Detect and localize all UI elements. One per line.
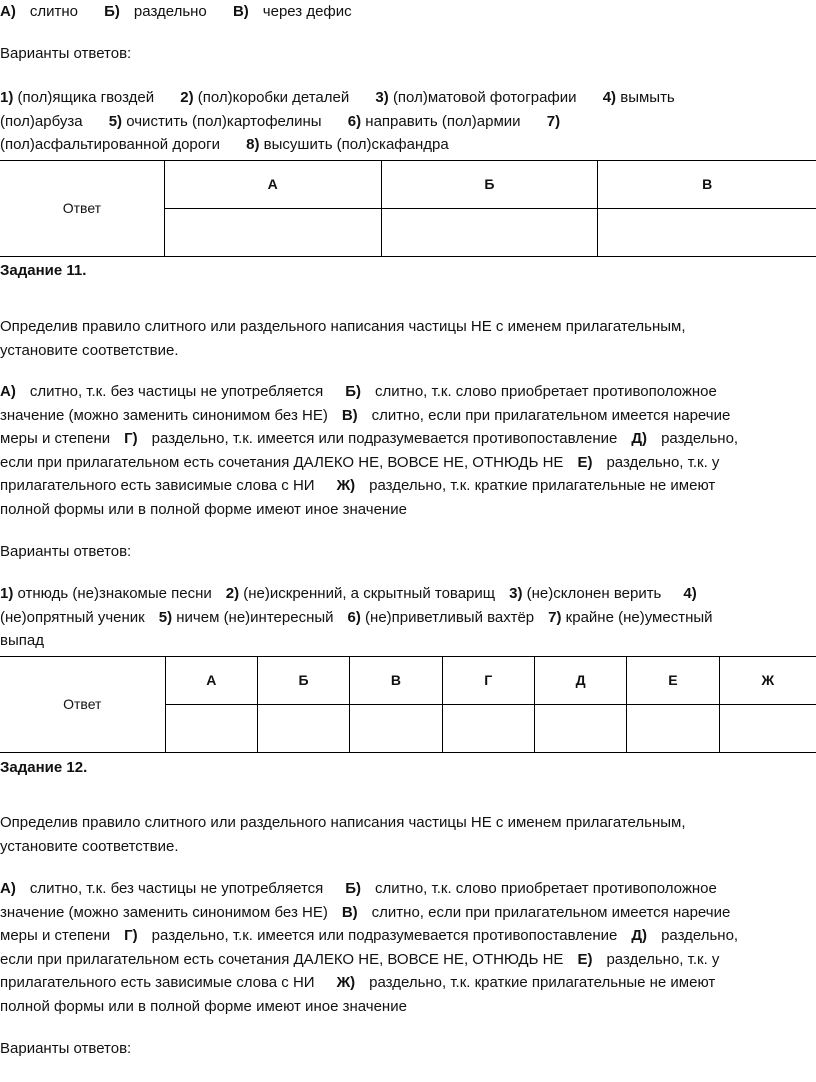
list-item: (пол)ящика гвоздей: [17, 89, 155, 106]
answer-cell[interactable]: [627, 705, 719, 753]
table-header: Е: [627, 657, 719, 705]
list-item: (пол)арбуза: [0, 112, 83, 130]
list-item: (пол)асфальтированной дороги: [0, 136, 220, 153]
list-item: (пол)коробки деталей: [197, 89, 350, 106]
table-header: В: [350, 657, 442, 705]
task12-title: Задание 12.: [0, 759, 88, 776]
list-item: крайне (не)уместный: [565, 608, 713, 626]
list-item: высушить (пол)скафандра: [263, 136, 449, 153]
table-header: А: [165, 657, 257, 705]
answer-label: Ответ: [0, 657, 165, 753]
table-header: Д: [534, 657, 626, 705]
list-item: отнюдь (не)знакомые песни: [17, 585, 212, 602]
table-header: Б: [381, 161, 598, 209]
answer-cell[interactable]: [165, 705, 257, 753]
list-item: (не)склонен верить: [526, 585, 662, 602]
answer-cell[interactable]: [534, 705, 626, 753]
answer-cell[interactable]: [442, 705, 534, 753]
list-item: очистить (пол)картофелины: [126, 112, 322, 130]
top-options-line: [0, 0, 808, 24]
table-header: Б: [257, 657, 349, 705]
task12-instruction: Определив правило слитного или раздельного написания частицы НЕ с именем прилагательным, установите соответствие.: [0, 814, 686, 855]
task11-variants-label: Варианты ответов:: [0, 543, 132, 560]
option-letter: Б): [104, 3, 120, 20]
list-item: вымыть: [620, 89, 675, 106]
option-letter: А): [0, 3, 16, 20]
list-item: (не)искренний, а скрытный товарищ: [243, 585, 496, 602]
answer-cell[interactable]: [350, 705, 442, 753]
list-item: (пол)матовой фотографии: [392, 89, 577, 106]
answer-cell[interactable]: [164, 209, 381, 257]
list-item: (не)приветливый вахтёр: [365, 608, 535, 626]
list-item: направить (пол)армии: [365, 112, 521, 130]
option-letter: В): [232, 3, 249, 20]
task11-instruction: Определив правило слитного или раздельного написания частицы НЕ с именем прилагательным, установите соответствие.: [0, 318, 686, 359]
answer-cell[interactable]: [719, 705, 816, 753]
task11-rules: А) слитно, т.к. без частицы не употребляется Б) слитно, т.к. слово приобретает противоположное значение (можно заменить синонимом без НЕ) В) слитно, если при прилагательном имеется наречие меры и степени Г) раздельно, т.к. имеется или подразумевается противопоставление Д) раздельно, если при прилагательном есть сочетания ДАЛЕКО НЕ, ВОВСЕ НЕ, ОТНЮДЬ НЕ Е) раздельно, т.к. у прилагательного есть зависимые слова с НИ Ж) раздельно, т.к. краткие прилагательные не имеют полной формы или в полной форме имеют иное значение: [0, 383, 739, 518]
task11-title: Задание 11.: [0, 262, 87, 279]
list-item: (не)опрятный ученик: [0, 608, 145, 626]
option-text: раздельно: [133, 3, 207, 20]
table-header: Г: [442, 657, 534, 705]
answer-table-2: [0, 656, 816, 753]
answer-cell[interactable]: [257, 705, 349, 753]
variants-label: Варианты ответов:: [0, 45, 132, 62]
task10-items: 1) (пол)ящика гвоздей 2) (пол)коробки деталей 3) (пол)матовой фотографии 4) вымыть (пол)арбуза 5) очистить (пол)картофелины 6) направить (пол)армии 7) (пол)асфальтированной дороги 8) высушить (пол)скафандра: [0, 89, 675, 153]
task11-items: 1) отнюдь (не)знакомые песни 2) (не)искренний, а скрытный товарищ 3) (не)склонен верить 4) (не)опрятный ученик 5) ничем (не)интересный 6) (не)приветливый вахтёр 7) крайне (не)уместный выпад: [0, 585, 713, 649]
table-header: Ж: [719, 657, 816, 705]
list-item: ничем (не)интересный: [176, 608, 334, 626]
table-header: А: [164, 161, 381, 209]
option-text: через дефис: [262, 3, 352, 20]
task12-rules: А) слитно, т.к. без частицы не употребляется Б) слитно, т.к. слово приобретает противоположное значение (можно заменить синонимом без НЕ) В) слитно, если при прилагательном имеется наречие меры и степени Г) раздельно, т.к. имеется или подразумевается противопоставление Д) раздельно, если при прилагательном есть сочетания ДАЛЕКО НЕ, ВОВСЕ НЕ, ОТНЮДЬ НЕ Е) раздельно, т.к. у прилагательного есть зависимые слова с НИ Ж) раздельно, т.к. краткие прилагательные не имеют полной формы или в полной форме имеют иное значение: [0, 880, 739, 1015]
answer-label: Ответ: [0, 161, 164, 257]
task12-variants-label: Варианты ответов:: [0, 1040, 132, 1057]
table-header: В: [598, 161, 816, 209]
answer-cell[interactable]: [381, 209, 598, 257]
answer-cell[interactable]: [598, 209, 816, 257]
answer-table-1: [0, 160, 816, 257]
option-text: слитно: [29, 3, 78, 20]
